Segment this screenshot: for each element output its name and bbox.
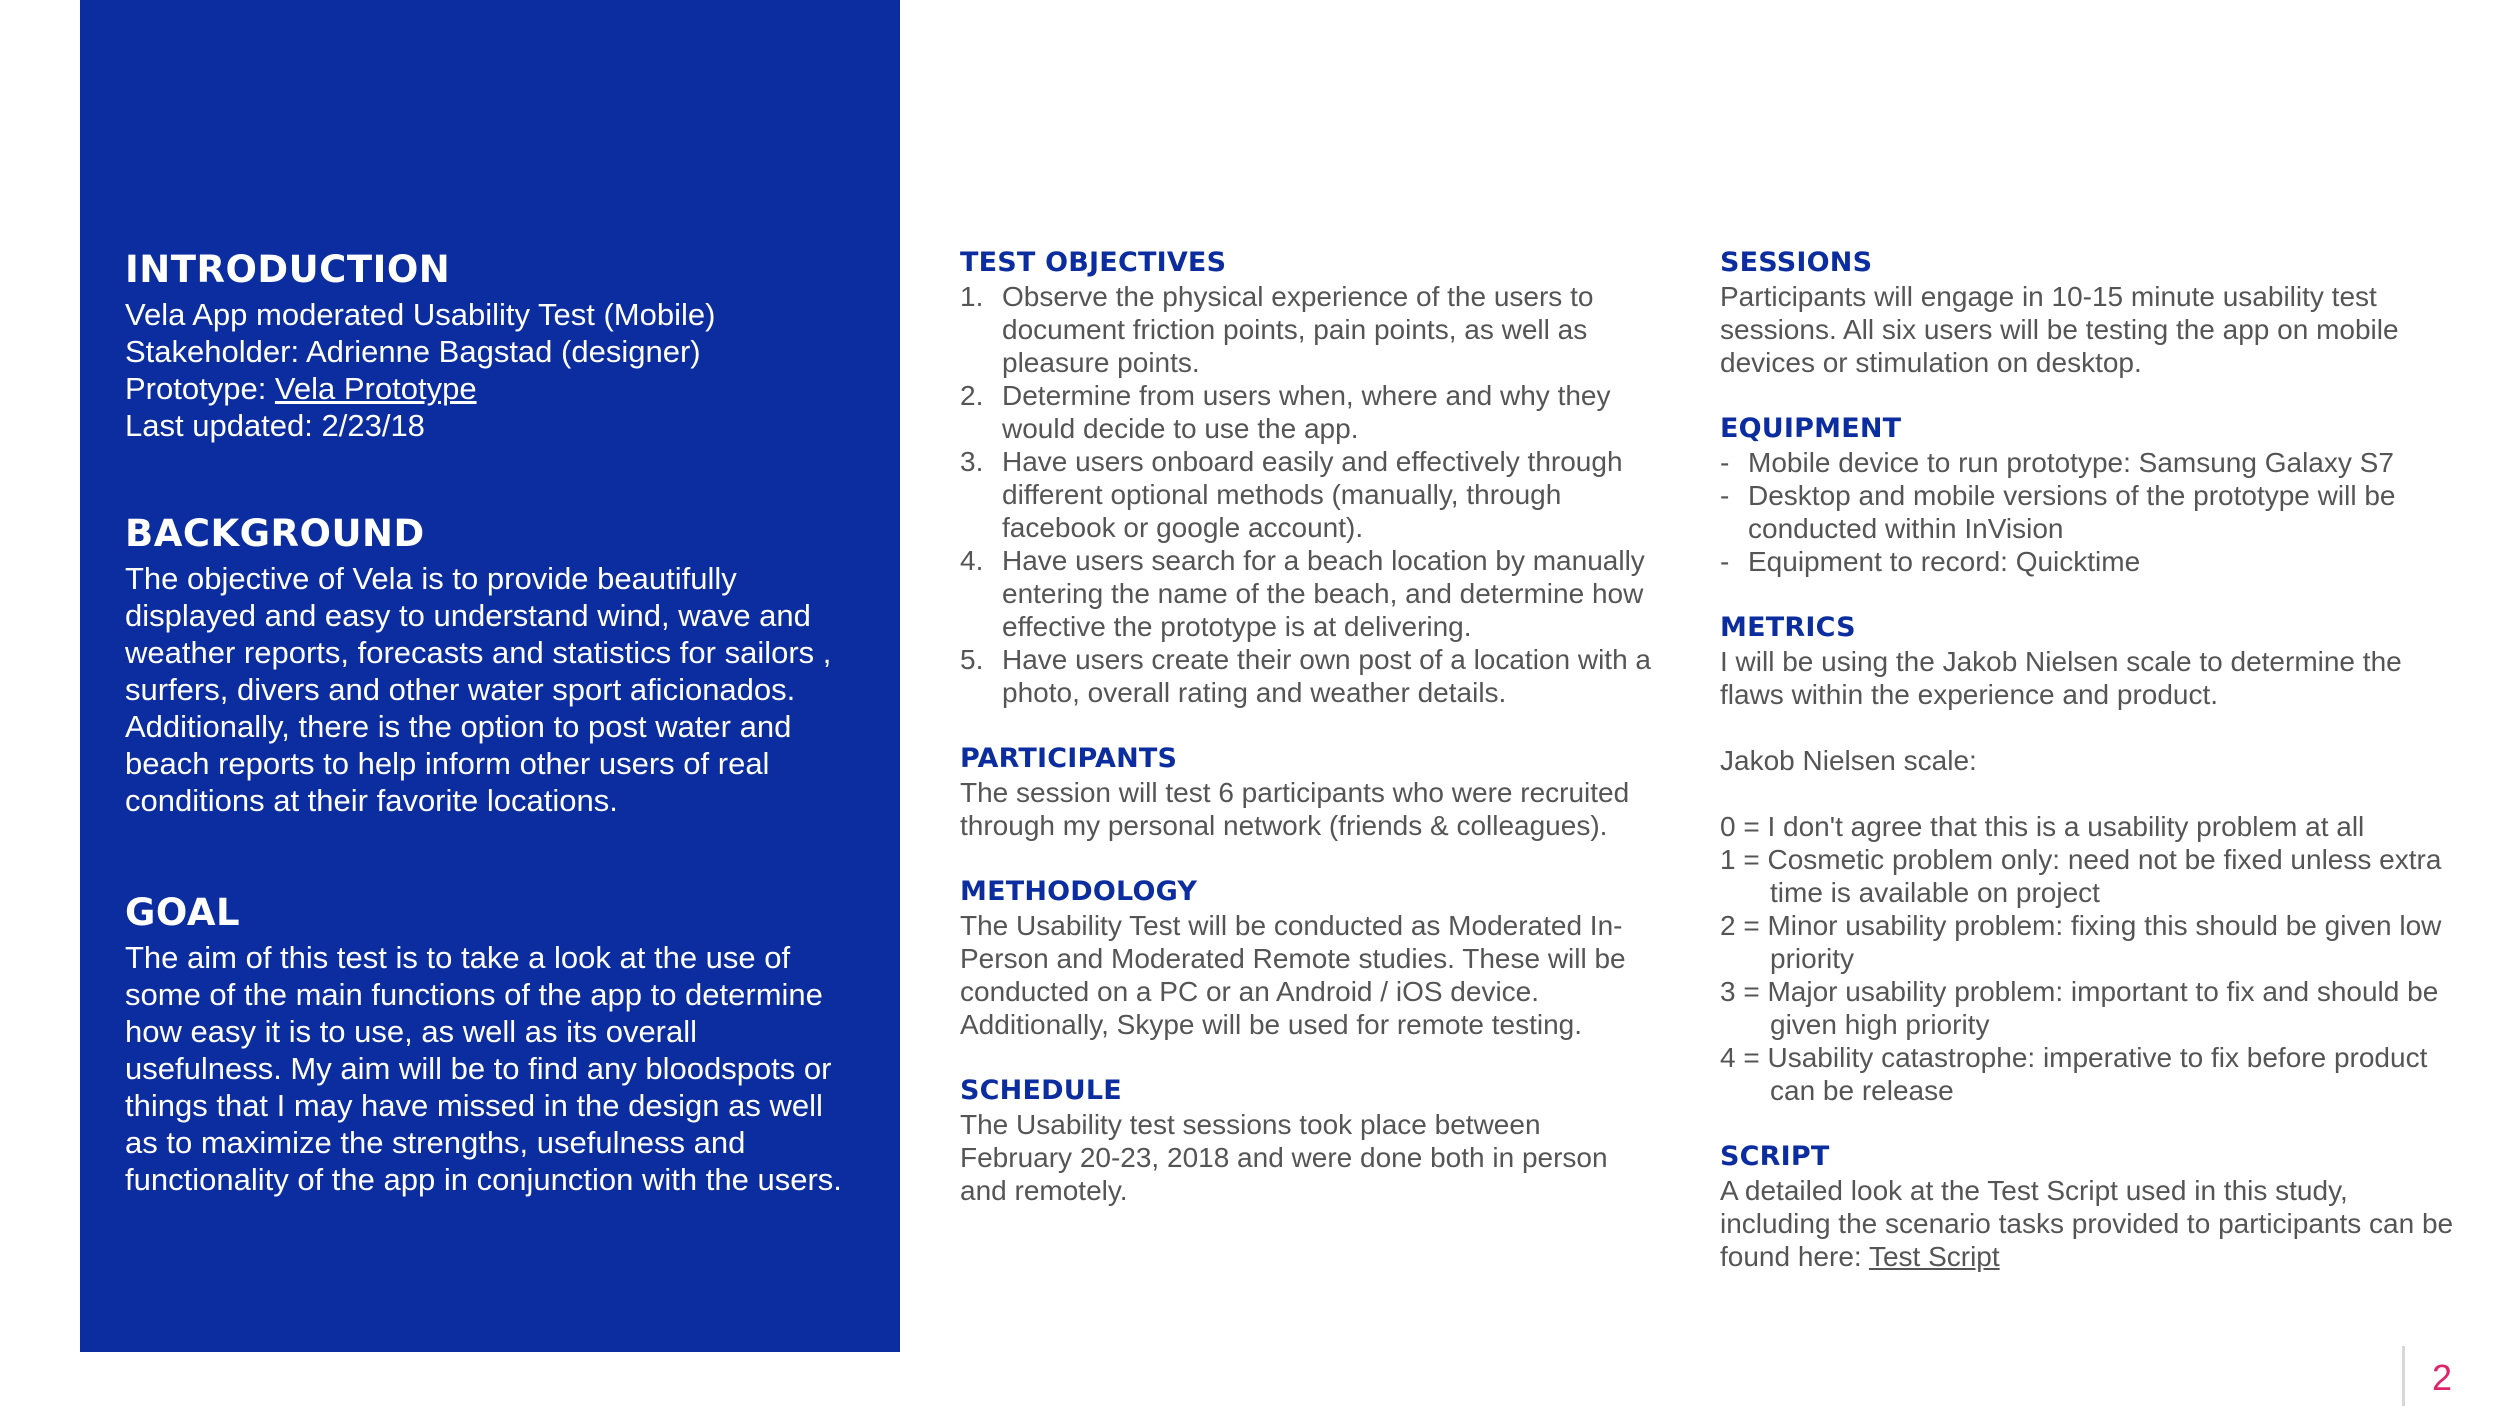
equipment-text: Desktop and mobile versions of the prototype will be conducted within InVision xyxy=(1748,480,2396,544)
equipment-section xyxy=(1720,412,2455,578)
objective-text: Have users search for a beach location by manually entering the name of the beach, and determine how effective the prototype is at delivering. xyxy=(1002,545,1645,642)
intro-line: Stakeholder: Adrienne Bagstad (designer) xyxy=(125,334,701,369)
dash-bullet: - xyxy=(1720,480,1730,511)
goal-text: The aim of this test is to take a look at the use of some of the main functions of the app to determine how easy it is to use, as well as its overall usefulness. My aim will be to find any bloodspots or things that I may have missed in the design as well as to maximize the strengths, usefulness and functionality of the app in conjunction with the users. xyxy=(125,940,842,1197)
objective-number: 2. xyxy=(960,380,984,411)
objective-item xyxy=(960,544,1660,643)
test-objectives-section xyxy=(960,246,1660,709)
middle-column xyxy=(960,246,1660,1240)
equipment-item xyxy=(1720,545,2455,578)
goal-section xyxy=(125,889,860,1198)
metrics-text: I will be using the Jakob Nielsen scale to determine the flaws within the experience and product. xyxy=(1720,646,2402,710)
scale-item: 2 = Minor usability problem: fixing this should be given low priority xyxy=(1720,910,2442,974)
script-section xyxy=(1720,1140,2455,1273)
dash-bullet: - xyxy=(1720,546,1730,577)
page-number: 2 xyxy=(2432,1357,2453,1398)
schedule-heading: SCHEDULE xyxy=(960,1075,1122,1106)
test-script-link[interactable]: Test Script xyxy=(1868,1241,2000,1272)
scale-title: Jakob Nielsen scale: xyxy=(1720,745,1977,776)
objective-number: 1. xyxy=(960,281,984,312)
objective-item xyxy=(960,643,1660,709)
introduction-heading: INTRODUCTION xyxy=(125,248,451,291)
schedule-section xyxy=(960,1074,1660,1207)
script-description: A detailed look at the Test Script used in this study, including the scenario tasks provided to participants can be found here: xyxy=(1720,1175,2454,1272)
participants-section xyxy=(960,742,1660,842)
introduction-section xyxy=(125,246,860,444)
last-updated: Last updated: 2/23/18 xyxy=(125,408,425,443)
sessions-section xyxy=(1720,246,2455,379)
metrics-section xyxy=(1720,611,2455,1107)
scale-item: 0 = I don't agree that this is a usability problem at all xyxy=(1720,811,2365,842)
scale-item: 4 = Usability catastrophe: imperative to fix before product can be release xyxy=(1720,1042,2428,1106)
prototype-line xyxy=(125,370,860,407)
goal-heading: GOAL xyxy=(125,891,241,934)
objective-text: Observe the physical experience of the users to document friction points, pain points, as well as pleasure points. xyxy=(1002,281,1594,378)
objective-item xyxy=(960,379,1660,445)
test-objectives-heading: TEST OBJECTIVES xyxy=(960,247,1227,278)
methodology-text: The Usability Test will be conducted as Moderated In-Person and Moderated Remote studies. These will be conducted on a PC or an Android / iOS device. Additionally, Skype will be used for remote testing. xyxy=(960,910,1626,1040)
equipment-text: Equipment to record: Quicktime xyxy=(1748,546,2141,577)
schedule-text: The Usability test sessions took place between February 20-23, 2018 and were done both in person and remotely. xyxy=(960,1109,1608,1206)
page-number-divider xyxy=(2402,1346,2405,1406)
equipment-item xyxy=(1720,479,2455,545)
objective-text: Have users create their own post of a location with a photo, overall rating and weather details. xyxy=(1002,644,1652,708)
dash-bullet: - xyxy=(1720,447,1730,478)
left-panel xyxy=(80,0,900,1352)
background-section xyxy=(125,510,860,819)
objective-number: 5. xyxy=(960,644,984,675)
methodology-heading: METHODOLOGY xyxy=(960,876,1198,907)
background-text: The objective of Vela is to provide beautifully displayed and easy to understand wind, wave and weather reports, forecasts and statistics for sailors , surfers, divers and other water sport aficionados. Additionally, there is the option to post water and beach reports to help inform other users of real conditions at their favorite locations. xyxy=(125,561,841,818)
participants-heading: PARTICIPANTS xyxy=(960,743,1178,774)
equipment-heading: EQUIPMENT xyxy=(1720,413,1902,444)
script-text xyxy=(1720,1174,2455,1273)
background-heading: BACKGROUND xyxy=(125,512,425,555)
scale-item: 1 = Cosmetic problem only: need not be fixed unless extra time is available on project xyxy=(1720,844,2442,908)
sessions-text: Participants will engage in 10-15 minute usability test sessions. All six users will be testing the app on mobile devices or stimulation on desktop. xyxy=(1720,281,2399,378)
sessions-heading: SESSIONS xyxy=(1720,247,1873,278)
equipment-text: Mobile device to run prototype: Samsung Galaxy S7 xyxy=(1748,447,2394,478)
prototype-link[interactable]: Vela Prototype xyxy=(274,371,477,406)
objective-text: Have users onboard easily and effectively through different optional methods (manually, through facebook or google account). xyxy=(1002,446,1623,543)
objective-item xyxy=(960,280,1660,379)
right-column xyxy=(1720,246,2455,1306)
objective-number: 4. xyxy=(960,545,984,576)
objective-item xyxy=(960,445,1660,544)
participants-text: The session will test 6 participants who were recruited through my personal network (friends & colleagues). xyxy=(960,777,1630,841)
objective-number: 3. xyxy=(960,446,984,477)
intro-line: Vela App moderated Usability Test (Mobile) xyxy=(125,297,716,332)
script-heading: SCRIPT xyxy=(1720,1141,1830,1172)
scale-item: 3 = Major usability problem: important to fix and should be given high priority xyxy=(1720,976,2439,1040)
objective-text: Determine from users when, where and why they would decide to use the app. xyxy=(1002,380,1611,444)
metrics-heading: METRICS xyxy=(1720,612,1856,643)
methodology-section xyxy=(960,875,1660,1041)
prototype-label: Prototype: xyxy=(125,371,275,406)
left-panel-content xyxy=(125,246,860,1264)
equipment-item xyxy=(1720,446,2455,479)
